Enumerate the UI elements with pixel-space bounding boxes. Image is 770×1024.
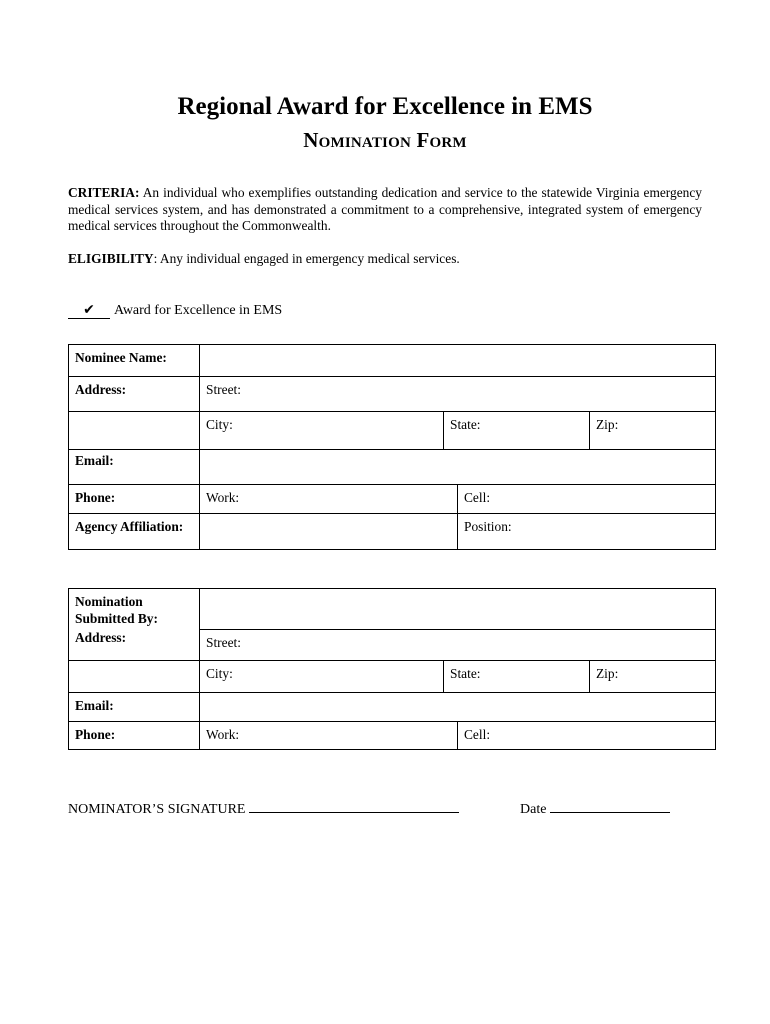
nominee-work-field[interactable]: Work: <box>200 485 458 514</box>
nominee-phone-label: Phone: <box>69 485 200 514</box>
nominator-address-blank <box>69 660 200 692</box>
eligibility-colon: : Any individual engaged in emergency medical services. <box>153 251 460 266</box>
signature-label: NOMINATOR’S SIGNATURE <box>68 802 246 817</box>
nominator-city-field[interactable]: City: <box>200 660 444 692</box>
nominator-cell-field[interactable]: Cell: <box>458 721 716 749</box>
signature-line <box>68 800 459 818</box>
nominator-table <box>68 588 716 750</box>
nominee-address-label: Address: <box>69 377 200 412</box>
nominator-submitted-label: Nomination Submitted By: <box>69 589 200 630</box>
nominator-work-field[interactable]: Work: <box>200 721 458 749</box>
nominee-state-field[interactable]: State: <box>444 412 590 450</box>
nominee-agency-label: Agency Affiliation: <box>69 514 200 550</box>
date-line <box>520 800 670 818</box>
criteria-label: CRITERIA: <box>68 185 140 200</box>
signature-field[interactable] <box>249 800 459 813</box>
nominee-email-label: Email: <box>69 450 200 485</box>
nominator-state-field[interactable]: State: <box>444 660 590 692</box>
eligibility-paragraph <box>68 251 702 268</box>
nominee-city-field[interactable]: City: <box>200 412 444 450</box>
date-field[interactable] <box>550 800 670 813</box>
nominee-table <box>68 344 716 550</box>
nominee-agency-field[interactable] <box>200 514 458 550</box>
nominator-email-field[interactable] <box>200 692 716 721</box>
page-title: Regional Award for Excellence in EMS <box>177 93 593 120</box>
page-subtitle: Nomination Form <box>303 128 467 152</box>
nominee-cell-field[interactable]: Cell: <box>458 485 716 514</box>
nominee-street-field[interactable]: Street: <box>200 377 716 412</box>
nominee-email-field[interactable] <box>200 450 716 485</box>
nominator-phone-label: Phone: <box>69 721 200 749</box>
nominator-street-field[interactable]: Street: <box>200 629 716 660</box>
nominee-name-label: Nominee Name: <box>69 345 200 377</box>
nominator-zip-field[interactable]: Zip: <box>590 660 716 692</box>
nominee-position-field[interactable]: Position: <box>458 514 716 550</box>
checkmark-icon[interactable]: ✔ <box>68 302 110 319</box>
nominator-name-field[interactable] <box>200 589 716 630</box>
criteria-paragraph <box>68 185 702 235</box>
award-selection <box>68 302 282 319</box>
criteria-text: An individual who exemplifies outstanding dedication and service to the statewide Virginia emergency medical services system, and has demonstrated a commitment to a comprehensive, integrated system of emergency medical services throughout the Commonwealth. <box>68 185 702 233</box>
nominator-email-label: Email: <box>69 692 200 721</box>
nominee-address-blank <box>69 412 200 450</box>
date-label: Date <box>520 802 547 817</box>
nominee-zip-field[interactable]: Zip: <box>590 412 716 450</box>
award-label: Award for Excellence in EMS <box>114 303 283 318</box>
nominator-address-label: Address: <box>69 629 200 660</box>
eligibility-label: ELIGIBILITY <box>68 251 154 266</box>
nominee-name-field[interactable] <box>200 345 716 377</box>
